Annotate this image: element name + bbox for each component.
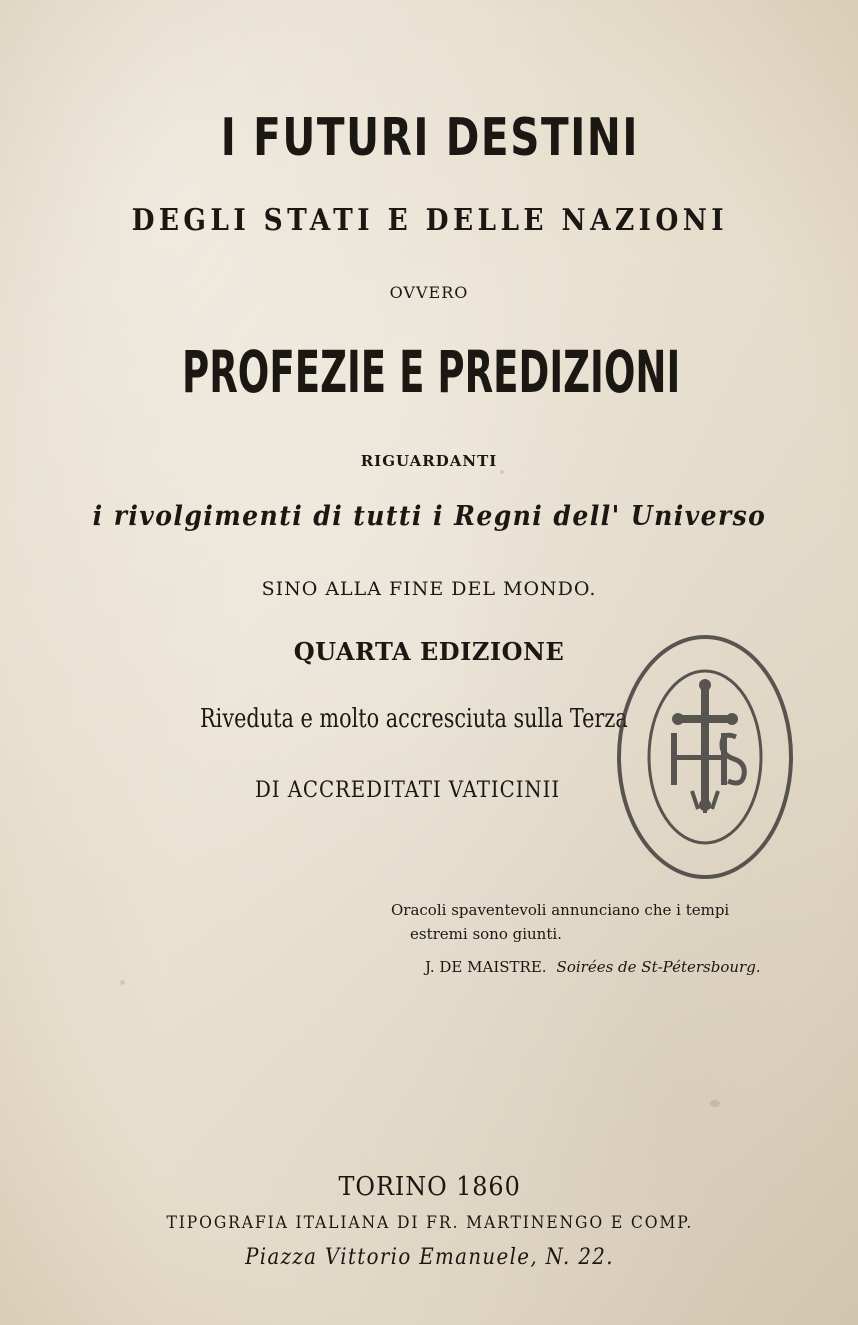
- rivolgimenti-line: i rivolgimenti di tutti i Regni dell' Universo: [92, 501, 767, 532]
- edition-statement: QUARTA EDIZIONE: [293, 637, 565, 666]
- ovvero-line: OVVERO: [389, 283, 469, 302]
- riguardanti-line: RIGUARDANTI: [360, 452, 498, 470]
- riveduta-line: Riveduta e molto accresciuta sulla Terza: [200, 704, 628, 734]
- sino-line: SINO ALLA FINE DEL MONDO.: [261, 578, 597, 600]
- imprint-printer: TIPOGRAFIA ITALIANA DI FR. MARTINENGO E COMP.: [166, 1213, 694, 1233]
- epigraph: [391, 898, 729, 946]
- paper-stain: [120, 980, 125, 985]
- epigraph-line-1: Oracoli spaventevoli annunciano che i tempi: [391, 901, 730, 919]
- paper-stain: [500, 470, 504, 474]
- epigraph-line-2: estremi sono giunti.: [410, 925, 562, 943]
- book-title: I FUTURI DESTINI: [220, 108, 640, 168]
- imprint-address: Piazza Vittorio Emanuele, N. 22.: [245, 1245, 614, 1270]
- epigraph-attribution: [425, 958, 761, 976]
- library-stamp-icon: [616, 633, 794, 881]
- paper-stain: [710, 1100, 720, 1107]
- accreditati-line: DI ACCREDITATI VATICINII: [255, 778, 561, 803]
- book-subtitle: DEGLI STATI E DELLE NAZIONI: [131, 203, 729, 238]
- epigraph-author: J. DE MAISTRE.: [425, 958, 547, 976]
- epigraph-work: Soirées de St-Pétersbourg.: [556, 958, 761, 976]
- imprint-place-year: TORINO 1860: [338, 1172, 521, 1202]
- main-title: PROFEZIE E PREDIZIONI: [182, 338, 681, 406]
